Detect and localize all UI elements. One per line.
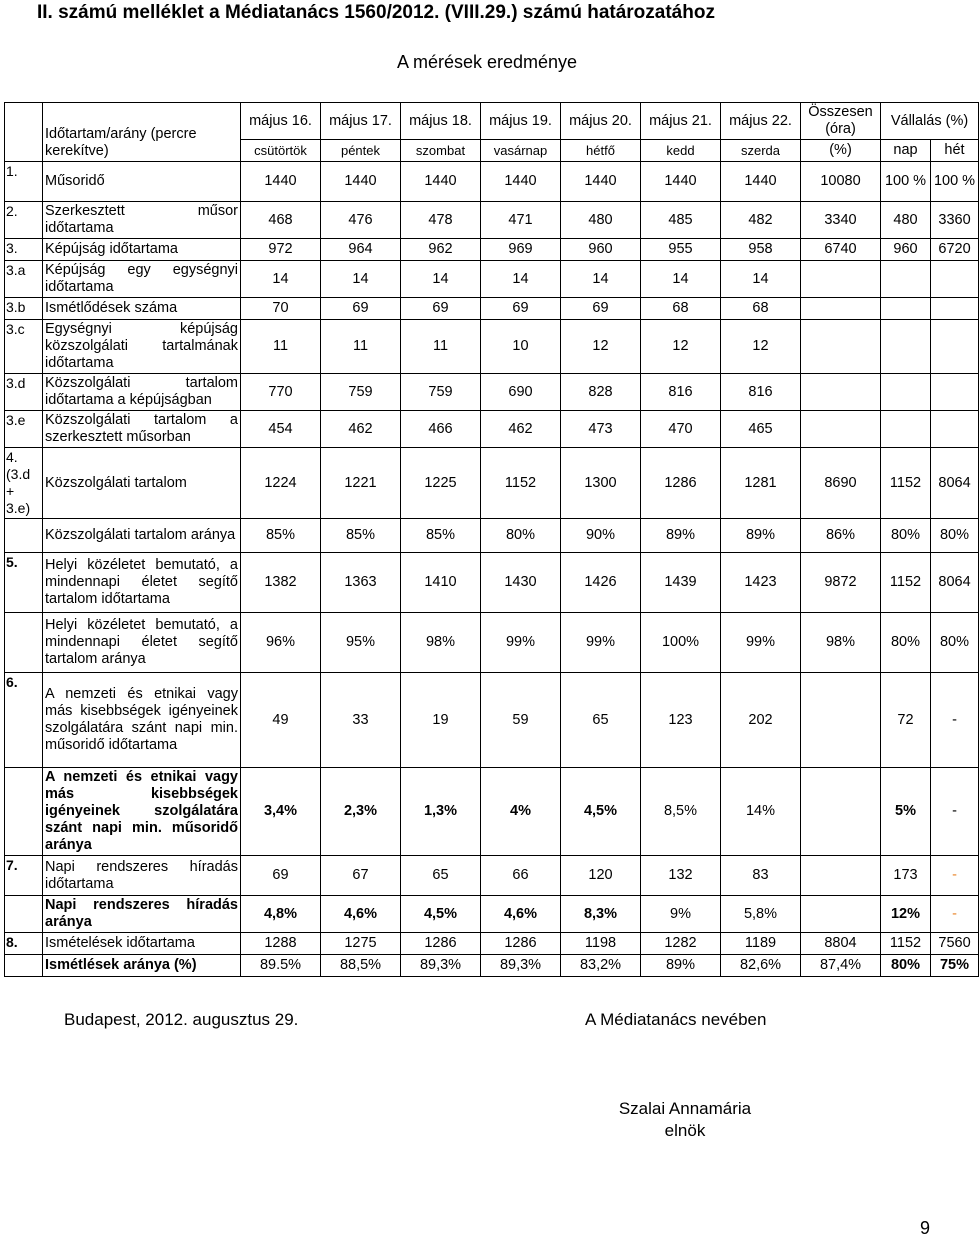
value-cell: 466 [401,411,481,448]
row-label: Képújság időtartama [43,239,241,261]
day-header: vasárnap [481,140,561,162]
value-cell: 65 [561,673,641,768]
row-label: Közszolgálati tartalom időtartama a képújságban [43,374,241,411]
value-cell: 1440 [401,162,481,202]
table-row [5,239,979,261]
value-cell: 11 [241,320,321,374]
total-cell: 10080 [801,162,881,202]
value-cell: 69 [241,856,321,896]
table-row [5,933,979,955]
value-cell: 759 [401,374,481,411]
value-cell: 468 [241,202,321,239]
value-cell: 955 [641,239,721,261]
value-cell: 964 [321,239,401,261]
row-index: 3. [5,239,43,261]
value-cell: 4,6% [321,896,401,933]
value-cell: 1382 [241,553,321,613]
value-cell: 1198 [561,933,641,955]
commitment-day-cell: 5% [881,768,931,856]
value-cell: 132 [641,856,721,896]
value-cell: 1410 [401,553,481,613]
commitment-week-cell: 7560 [931,933,979,955]
total-cell [801,374,881,411]
document-subtitle: A mérések eredménye [396,52,578,72]
value-cell: 68 [641,298,721,320]
commitment-day-cell [881,411,931,448]
row-index: 5. [5,553,43,613]
value-cell: 96% [241,613,321,673]
total-cell [801,261,881,298]
row-index [5,955,43,977]
value-cell: 99% [481,613,561,673]
total-header: Összesen (óra) [801,103,881,140]
value-cell: 10 [481,320,561,374]
value-cell: 85% [321,519,401,553]
value-cell: 1440 [721,162,801,202]
value-cell: 1288 [241,933,321,955]
commitment-week-cell: - [931,856,979,896]
value-cell: 1,3% [401,768,481,856]
row-label: Ismétlések aránya (%) [43,955,241,977]
total-cell [801,673,881,768]
value-cell: 470 [641,411,721,448]
commitment-week-cell: 75% [931,955,979,977]
date-header: május 21. [641,103,721,140]
day-header: szerda [721,140,801,162]
commitment-week-cell: 3360 [931,202,979,239]
commitment-week-cell [931,298,979,320]
table-row [5,768,979,856]
table-row [5,613,979,673]
value-cell: 14 [241,261,321,298]
row-label: Közszolgálati tartalom aránya [43,519,241,553]
value-cell: 14 [481,261,561,298]
table-row [5,162,979,202]
value-cell: 69 [321,298,401,320]
value-cell: 1440 [481,162,561,202]
date-header: május 18. [401,103,481,140]
commitment-day-cell: 1152 [881,933,931,955]
total-cell [801,298,881,320]
value-cell: 1440 [561,162,641,202]
commitment-week-cell [931,261,979,298]
commitment-day-cell: 80% [881,955,931,977]
row-index [5,896,43,933]
row-index: 3.e [5,411,43,448]
value-cell: 1439 [641,553,721,613]
table-row [5,374,979,411]
commitment-day-cell: 72 [881,673,931,768]
value-cell: 11 [401,320,481,374]
row-label: Szerkesztett műsor időtartama [43,202,241,239]
value-cell: 82,6% [721,955,801,977]
value-cell: 95% [321,613,401,673]
value-cell: 85% [401,519,481,553]
commitment-day-cell: 80% [881,519,931,553]
table-row [5,411,979,448]
total-cell: 8690 [801,448,881,519]
value-cell: 99% [721,613,801,673]
date-header: május 17. [321,103,401,140]
value-cell: 14 [401,261,481,298]
commitment-week-cell [931,374,979,411]
day-header: csütörtök [241,140,321,162]
value-cell: 33 [321,673,401,768]
value-cell: 89% [641,955,721,977]
value-cell: 14 [561,261,641,298]
value-cell: 828 [561,374,641,411]
date-header: május 19. [481,103,561,140]
value-cell: 1275 [321,933,401,955]
row-label: Napi rendszeres híradás időtartama [43,856,241,896]
value-cell: 89% [721,519,801,553]
commitment-day-cell [881,320,931,374]
value-cell: 14 [641,261,721,298]
value-cell: 960 [561,239,641,261]
value-cell: 3,4% [241,768,321,856]
value-cell: 2,3% [321,768,401,856]
value-cell: 482 [721,202,801,239]
row-index: 3.a [5,261,43,298]
value-cell: 8,3% [561,896,641,933]
value-cell: 1225 [401,448,481,519]
value-cell: 80% [481,519,561,553]
place-date: Budapest, 2012. augusztus 29. [64,1010,299,1029]
value-cell: 465 [721,411,801,448]
total-cell: 3340 [801,202,881,239]
table-row [5,320,979,374]
value-cell: 12 [641,320,721,374]
on-behalf-text: A Médiatanács nevében [585,1010,767,1029]
total-unit-header: (%) [801,140,881,162]
commitment-week-header: hét [931,140,979,162]
value-cell: 4% [481,768,561,856]
signer-title: elnök [664,1121,706,1140]
commitment-day-cell: 100 % [881,162,931,202]
row-label: Helyi közéletet bemutató, a mindennapi életet segítő tartalom aránya [43,613,241,673]
value-cell: 89.5% [241,955,321,977]
value-cell: 202 [721,673,801,768]
value-cell: 59 [481,673,561,768]
value-cell: 454 [241,411,321,448]
commitment-day-cell [881,261,931,298]
day-header: szombat [401,140,481,162]
value-cell: 120 [561,856,641,896]
value-cell: 478 [401,202,481,239]
total-cell [801,320,881,374]
value-cell: 4,6% [481,896,561,933]
value-cell: 4,5% [401,896,481,933]
value-cell: 816 [721,374,801,411]
value-cell: 99% [561,613,641,673]
value-cell: 1282 [641,933,721,955]
commitment-week-cell: 8064 [931,448,979,519]
total-cell [801,856,881,896]
commitment-week-cell [931,320,979,374]
commitment-week-cell: 8064 [931,553,979,613]
table-row [5,896,979,933]
value-cell: 69 [561,298,641,320]
value-cell: 1189 [721,933,801,955]
value-cell: 1224 [241,448,321,519]
value-cell: 1152 [481,448,561,519]
row-label: Egységnyi képújság közszolgálati tartalmának időtartama [43,320,241,374]
value-cell: 14% [721,768,801,856]
row-label: A nemzeti és etnikai vagy más kisebbségek igényeinek szolgálatára szánt napi min. műsoridő időtartama [43,673,241,768]
commitment-day-cell: 480 [881,202,931,239]
commitment-day-cell: 12% [881,896,931,933]
commitment-day-cell: 80% [881,613,931,673]
table-row [5,519,979,553]
row-label: Képújság egy egységnyi időtartama [43,261,241,298]
commitment-week-cell: 6720 [931,239,979,261]
value-cell: 65 [401,856,481,896]
row-index [5,519,43,553]
table-row [5,673,979,768]
value-cell: 9% [641,896,721,933]
row-index: 7. [5,856,43,896]
value-cell: 12 [721,320,801,374]
commitment-week-cell: - [931,896,979,933]
value-cell: 67 [321,856,401,896]
table-row [5,553,979,613]
value-cell: 1426 [561,553,641,613]
value-cell: 123 [641,673,721,768]
total-cell: 98% [801,613,881,673]
row-index [5,768,43,856]
value-cell: 476 [321,202,401,239]
day-header: péntek [321,140,401,162]
header-index-cell [5,103,43,162]
value-cell: 1281 [721,448,801,519]
value-cell: 958 [721,239,801,261]
value-cell: 1423 [721,553,801,613]
commitment-day-header: nap [881,140,931,162]
value-cell: 90% [561,519,641,553]
total-cell: 86% [801,519,881,553]
value-cell: 485 [641,202,721,239]
commitment-day-cell: 1152 [881,448,931,519]
header-label-cell: Időtartam/arány (percre kerekítve) [43,103,241,162]
row-index: 6. [5,673,43,768]
row-index: 1. [5,162,43,202]
row-label: Műsoridő [43,162,241,202]
row-label: A nemzeti és etnikai vagy más kisebbségek igényeinek szolgálatára szánt napi min. műsoridő aránya [43,768,241,856]
row-label: Napi rendszeres híradás aránya [43,896,241,933]
document-title: II. számú melléklet a Médiatanács 1560/2012. (VIII.29.) számú határozatához [37,2,715,23]
value-cell: 471 [481,202,561,239]
value-cell: 759 [321,374,401,411]
row-index: 8. [5,933,43,955]
value-cell: 1440 [321,162,401,202]
value-cell: 69 [401,298,481,320]
value-cell: 85% [241,519,321,553]
value-cell: 89,3% [401,955,481,977]
value-cell: 816 [641,374,721,411]
table-row [5,202,979,239]
value-cell: 19 [401,673,481,768]
value-cell: 473 [561,411,641,448]
row-index: 3.c [5,320,43,374]
row-label: Ismételések időtartama [43,933,241,955]
value-cell: 4,5% [561,768,641,856]
value-cell: 1300 [561,448,641,519]
value-cell: 14 [721,261,801,298]
value-cell: 88,5% [321,955,401,977]
total-cell: 6740 [801,239,881,261]
value-cell: 972 [241,239,321,261]
table-row [5,261,979,298]
commitment-week-cell: 100 % [931,162,979,202]
row-label: Helyi közéletet bemutató, a mindennapi életet segítő tartalom időtartama [43,553,241,613]
value-cell: 70 [241,298,321,320]
day-header: hétfő [561,140,641,162]
day-header: kedd [641,140,721,162]
value-cell: 770 [241,374,321,411]
value-cell: 11 [321,320,401,374]
row-label: Közszolgálati tartalom a szerkesztett műsorban [43,411,241,448]
value-cell: 8,5% [641,768,721,856]
value-cell: 100% [641,613,721,673]
value-cell: 98% [401,613,481,673]
value-cell: 1286 [481,933,561,955]
commitment-day-cell: 173 [881,856,931,896]
value-cell: 69 [481,298,561,320]
row-index [5,613,43,673]
value-cell: 83,2% [561,955,641,977]
value-cell: 89,3% [481,955,561,977]
commitment-week-cell: - [931,768,979,856]
value-cell: 480 [561,202,641,239]
commitment-week-cell: 80% [931,613,979,673]
total-cell: 9872 [801,553,881,613]
total-cell [801,768,881,856]
value-cell: 1440 [241,162,321,202]
value-cell: 462 [481,411,561,448]
measurement-results-table [4,102,979,977]
date-header: május 22. [721,103,801,140]
value-cell: 1286 [401,933,481,955]
total-cell: 87,4% [801,955,881,977]
value-cell: 14 [321,261,401,298]
value-cell: 66 [481,856,561,896]
value-cell: 1221 [321,448,401,519]
commitment-day-cell [881,298,931,320]
value-cell: 89% [641,519,721,553]
row-index: 3.d [5,374,43,411]
date-header: május 16. [241,103,321,140]
page-number: 9 [920,1218,931,1238]
total-cell [801,411,881,448]
value-cell: 49 [241,673,321,768]
commitment-day-cell: 1152 [881,553,931,613]
value-cell: 12 [561,320,641,374]
row-index: 3.b [5,298,43,320]
value-cell: 962 [401,239,481,261]
total-cell: 8804 [801,933,881,955]
commitment-week-cell: - [931,673,979,768]
value-cell: 969 [481,239,561,261]
value-cell: 690 [481,374,561,411]
value-cell: 5,8% [721,896,801,933]
value-cell: 83 [721,856,801,896]
commitment-day-cell [881,374,931,411]
table-row [5,298,979,320]
commitment-week-cell [931,411,979,448]
value-cell: 4,8% [241,896,321,933]
row-label: Ismétlődések száma [43,298,241,320]
total-cell [801,896,881,933]
row-index: 4. (3.d + 3.e) [5,448,43,519]
table-row [5,955,979,977]
value-cell: 1440 [641,162,721,202]
table-row [5,448,979,519]
value-cell: 1430 [481,553,561,613]
table-row [5,856,979,896]
value-cell: 68 [721,298,801,320]
row-index: 2. [5,202,43,239]
commitment-header: Vállalás (%) [881,103,979,140]
value-cell: 1363 [321,553,401,613]
value-cell: 1286 [641,448,721,519]
row-label: Közszolgálati tartalom [43,448,241,519]
commitment-day-cell: 960 [881,239,931,261]
value-cell: 462 [321,411,401,448]
commitment-week-cell: 80% [931,519,979,553]
signer-name: Szalai Annamária [618,1099,752,1118]
date-header: május 20. [561,103,641,140]
signature-block [600,1098,770,1142]
